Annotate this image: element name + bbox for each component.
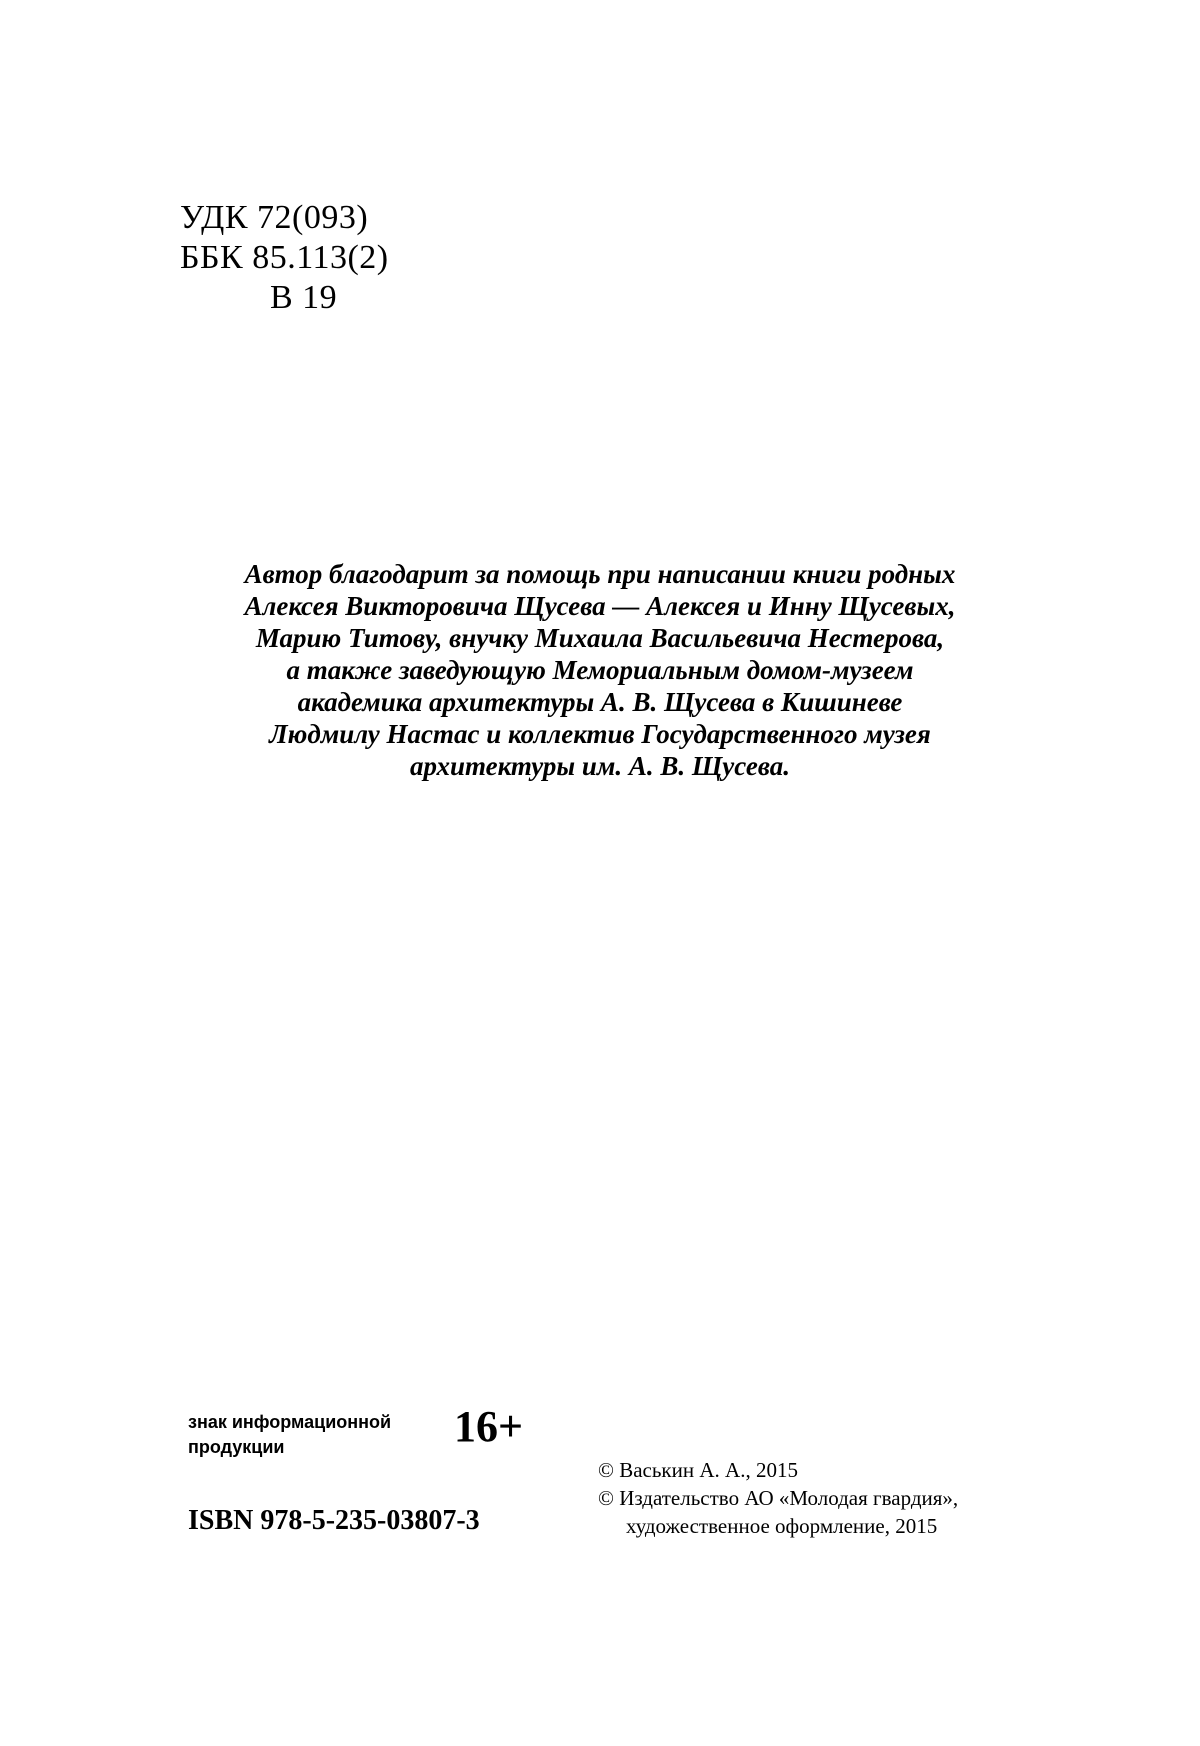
copyright-publisher: © Издательство АО «Молодая гвардия»,: [598, 1486, 959, 1510]
acknowledgment-text: [180, 558, 1020, 782]
copyright-block: [598, 1456, 958, 1540]
udk-code: УДК 72(093): [180, 199, 369, 236]
acknowledgment-line: Алексея Викторовича Щусева — Алексея и Инну Щусевых,: [244, 591, 956, 621]
acknowledgment-line: Людмилу Настас и коллектив Государственного музея: [269, 719, 931, 749]
acknowledgment-line: Автор благодарит за помощь при написании книги родных: [244, 559, 956, 589]
copyright-author: © Васькин А. А., 2015: [598, 1458, 798, 1482]
age-sign-label: [188, 1410, 391, 1460]
acknowledgment-line: а также заведующую Мемориальным домом-музеем: [286, 655, 914, 685]
isbn-number: ISBN 978-5-235-03807-3: [188, 1505, 480, 1536]
library-classification-block: [180, 198, 389, 318]
age-rating: 16+: [454, 1402, 524, 1451]
acknowledgment-line: академика архитектуры А. В. Щусева в Кишиневе: [297, 687, 903, 717]
bbk-code: ББК 85.113(2): [180, 239, 389, 276]
acknowledgment-line: архитектуры им. А. В. Щусева.: [409, 751, 791, 781]
age-sign-label-line2: продукции: [188, 1437, 285, 1457]
copyright-design: художественное оформление, 2015: [626, 1514, 938, 1538]
age-sign-label-line1: знак информационной: [188, 1412, 392, 1432]
acknowledgment-line: Марию Титову, внучку Михаила Васильевича Нестерова,: [255, 623, 945, 653]
author-mark: В 19: [270, 279, 338, 316]
